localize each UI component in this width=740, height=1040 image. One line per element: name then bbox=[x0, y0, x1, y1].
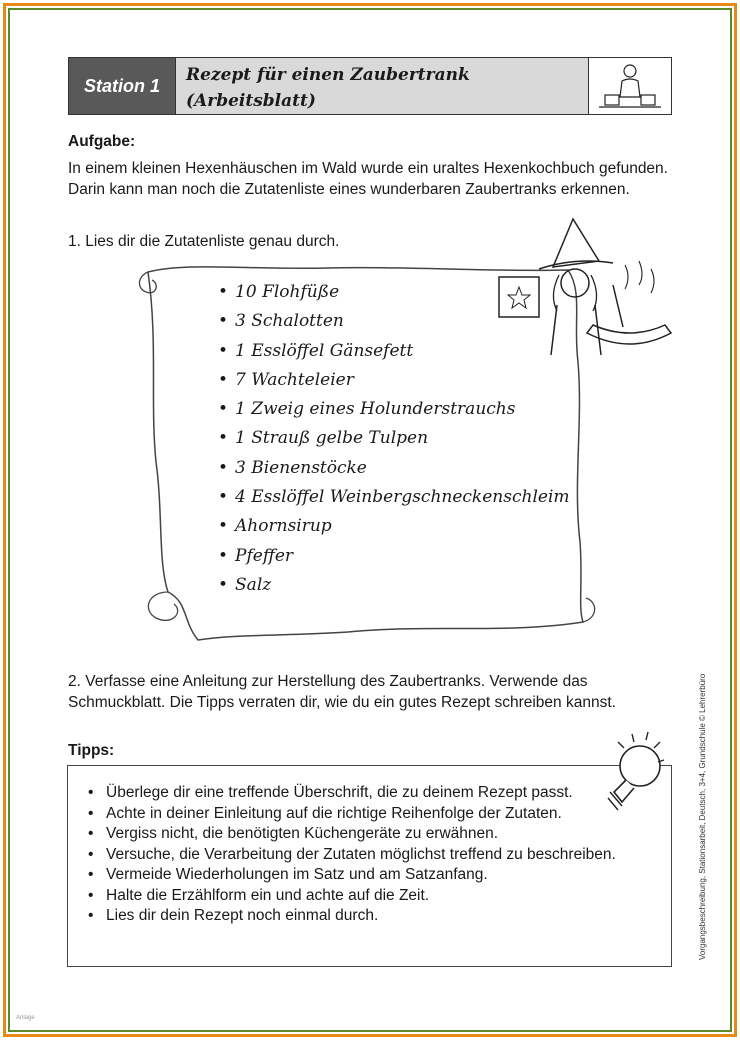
title-line-2: (Arbeitsblatt) bbox=[186, 91, 316, 111]
cook-illustration bbox=[588, 58, 671, 114]
ingredient-item: • 4 Esslöffel Weinbergschneckenschleim bbox=[218, 483, 570, 512]
ingredient-item: • Salz bbox=[218, 571, 570, 600]
tip-item: • Überlege dir eine treffende Überschrift, die zu deinem Rezept passt. bbox=[88, 783, 576, 804]
ingredient-item: • Pfeffer bbox=[218, 542, 570, 571]
tips-list bbox=[88, 783, 666, 927]
worksheet-header bbox=[68, 57, 672, 115]
ingredient-item: • 7 Wachteleier bbox=[218, 366, 570, 395]
tip-item: • Vergiss nicht, die benötigten Küchengeräte zu erwähnen. bbox=[88, 824, 666, 845]
title-line-1: Rezept für einen Zaubertrank bbox=[186, 65, 470, 85]
tip-item: • Halte die Erzählform ein und achte auf die Zeit. bbox=[88, 886, 666, 907]
ingredient-item: • 1 Esslöffel Gänsefett bbox=[218, 337, 570, 366]
ingredient-item: • 1 Zweig eines Holunderstrauchs bbox=[218, 395, 570, 424]
ingredient-item: • 10 Flohfüße bbox=[218, 278, 570, 307]
tip-item: • Achte in deiner Einleitung auf die richtige Reihenfolge der Zutaten. bbox=[88, 804, 666, 825]
ingredient-item: • 1 Strauß gelbe Tulpen bbox=[218, 424, 570, 453]
tip-item: • Vermeide Wiederholungen im Satz und am Satzanfang. bbox=[88, 865, 666, 886]
step-1: 1. Lies dir die Zutatenliste genau durch. bbox=[68, 233, 340, 250]
step-2: 2. Verfasse eine Anleitung zur Herstellung des Zaubertranks. Verwende das Schmuckblatt. Die Tipps verraten dir, wie du ein gutes Rezept schreiben kannst. bbox=[68, 673, 616, 711]
footer-mark: Anlage bbox=[16, 1015, 35, 1021]
copyright-note: Vorgangsbeschreibung, Stationsarbeit, Deutsch, 3+4, Grundschule © Lehrerbüro bbox=[698, 673, 707, 960]
tips-heading: Tipps: bbox=[68, 742, 115, 759]
task-heading: Aufgabe: bbox=[68, 133, 136, 150]
witch-illustration bbox=[495, 215, 675, 355]
tip-item: • Versuche, die Verarbeitung der Zutaten möglichst treffend zu beschreiben. bbox=[88, 845, 666, 866]
tip-item: • Lies dir dein Rezept noch einmal durch. bbox=[88, 906, 666, 927]
worksheet-title bbox=[176, 58, 588, 114]
ingredient-item: • 3 Schalotten bbox=[218, 307, 570, 336]
ingredient-item: • Ahornsirup bbox=[218, 512, 570, 541]
ingredient-item: • 3 Bienenstöcke bbox=[218, 454, 570, 483]
station-label: Station 1 bbox=[69, 58, 176, 114]
task-intro: In einem kleinen Hexenhäuschen im Wald wurde ein uraltes Hexenkochbuch gefunden. Darin kann man noch die Zutatenliste eines wunderbaren Zaubertranks erkennen. bbox=[68, 160, 668, 198]
